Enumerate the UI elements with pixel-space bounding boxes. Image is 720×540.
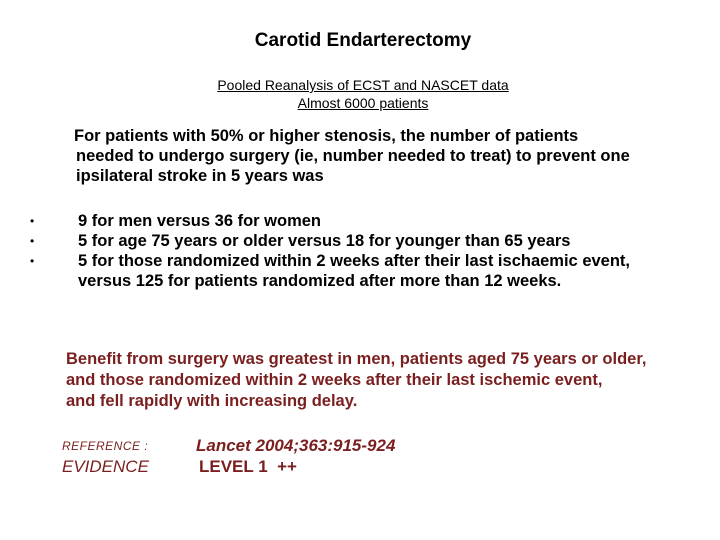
list-item: [0, 231, 720, 251]
benefit-summary: [66, 349, 716, 412]
slide-title: Carotid Endarterectomy: [254, 30, 472, 51]
benefit-line: Benefit from surgery was greatest in men, patients aged 75 years or older,: [66, 350, 647, 368]
reference-citation: Lancet 2004;363:915-924: [196, 436, 396, 455]
list-item: [0, 251, 720, 291]
intro-line: needed to undergo surgery (ie, number needed to treat) to prevent one: [76, 147, 630, 165]
subtitle-line-2: Almost 6000 patients: [297, 95, 429, 111]
subtitle: [0, 76, 720, 112]
list-item: [0, 211, 720, 231]
reference-label: REFERENCE :: [62, 439, 149, 453]
intro-line: ipsilateral stroke in 5 years was: [76, 167, 324, 185]
bullet-text: 5 for age 75 years or older versus 18 for younger than 65 years: [78, 232, 571, 250]
evidence-level: LEVEL 1 ++: [199, 457, 297, 476]
subtitle-line-1: Pooled Reanalysis of ECST and NASCET data: [217, 77, 509, 93]
bullet-list: [0, 211, 720, 291]
bullet-text-continued: versus 125 for patients randomized after more than 12 weeks.: [78, 272, 562, 290]
bullet-text: 9 for men versus 36 for women: [78, 212, 321, 230]
intro-line: For patients with 50% or higher stenosis, the number of patients: [74, 127, 579, 145]
evidence-label: EVIDENCE: [62, 457, 149, 476]
bullet-marker: •: [30, 234, 35, 248]
bullet-text: 5 for those randomized within 2 weeks after their last ischaemic event,: [78, 252, 631, 270]
intro-paragraph: [76, 126, 696, 186]
bullet-marker: •: [30, 214, 35, 228]
benefit-line: and fell rapidly with increasing delay.: [66, 392, 358, 410]
bullet-marker: •: [30, 254, 35, 268]
benefit-line: and those randomized within 2 weeks after their last ischemic event,: [66, 371, 603, 389]
